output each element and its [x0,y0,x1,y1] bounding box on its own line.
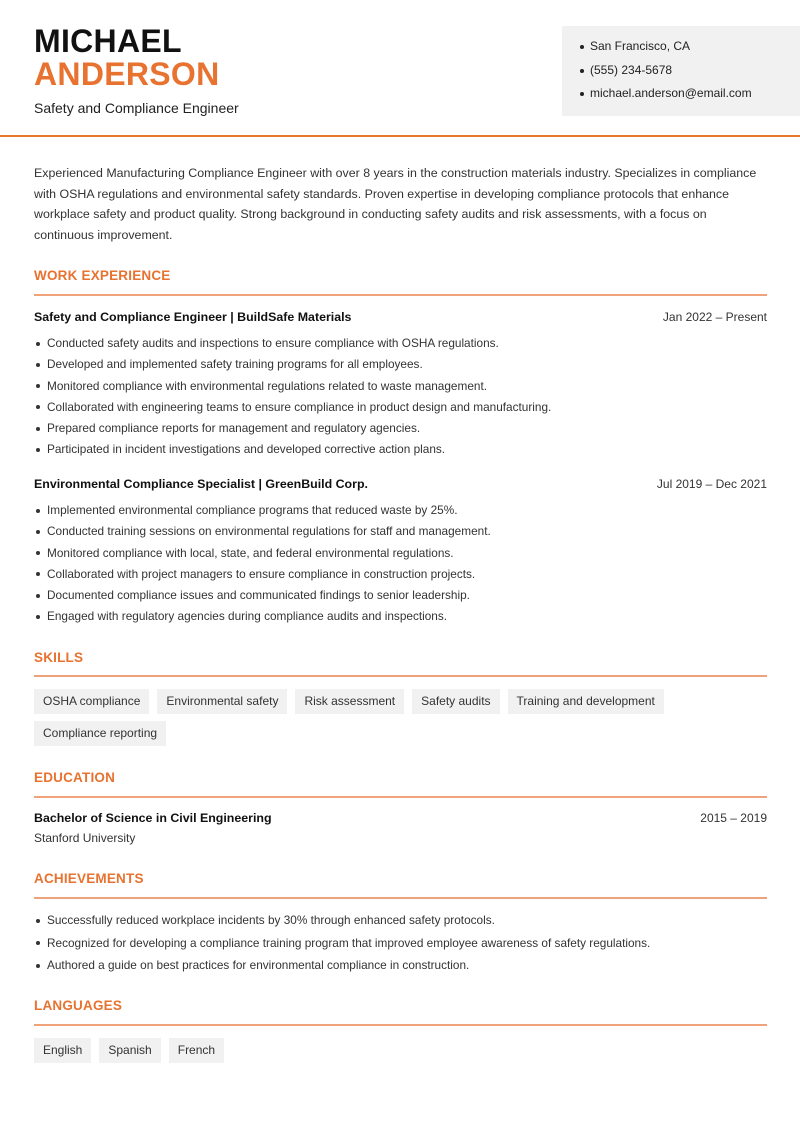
list-item: Successfully reduced workplace incidents by 30% through enhanced safety protocols. [34,912,767,935]
list-item: Monitored compliance with local, state, and federal environmental regulations. [34,545,767,566]
section-divider [34,1024,767,1026]
language-tag: English [34,1038,91,1063]
job-role: Safety and Compliance Engineer | BuildSafe Materials [34,310,352,324]
list-item: Collaborated with engineering teams to ensure compliance in product design and manufacturing. [34,399,767,420]
skills-tags [34,689,774,746]
language-tag: Spanish [99,1038,160,1063]
contact-location: San Francisco, CA [580,38,800,62]
job-dates: Jul 2019 – Dec 2021 [656,477,767,491]
section-title-education: EDUCATION [34,770,116,785]
contact-email[interactable]: michael.anderson@email.com [580,85,800,109]
section-title-work-experience: WORK EXPERIENCE [34,268,171,283]
skill-tag: Risk assessment [295,689,404,714]
education-degree: Bachelor of Science in Civil Engineering [34,811,272,825]
skill-tag: Compliance reporting [34,721,166,746]
resume-header [0,0,800,137]
job-bullet-list [34,502,767,630]
section-title-languages: LANGUAGES [34,998,123,1013]
job-dates: Jan 2022 – Present [662,310,767,324]
list-item: Authored a guide on best practices for environmental compliance in construction. [34,957,767,980]
list-item: Implemented environmental compliance programs that reduced waste by 25%. [34,502,767,523]
section-divider [34,675,767,677]
section-title-skills: SKILLS [34,650,84,665]
education-school: Stanford University [34,831,136,845]
skill-tag: Safety audits [412,689,499,714]
language-tags [34,1038,774,1063]
contact-phone[interactable]: (555) 234-5678 [580,62,800,86]
job-title: Safety and Compliance Engineer [34,100,239,116]
education-dates: 2015 – 2019 [700,811,767,825]
section-divider [34,294,767,296]
achievements-list [34,912,767,980]
list-item: Participated in incident investigations and developed corrective action plans. [34,441,767,462]
contact-box [562,26,800,116]
language-tag: French [169,1038,224,1063]
job-header [34,310,767,328]
skill-tag: Environmental safety [157,689,287,714]
list-item: Monitored compliance with environmental regulations related to waste management. [34,378,767,399]
list-item: Developed and implemented safety training programs for all employees. [34,356,767,377]
list-item: Recognized for developing a compliance training program that improved employee awareness of safety regulations. [34,935,767,958]
section-divider [34,796,767,798]
section-title-achievements: ACHIEVEMENTS [34,871,144,886]
first-name: MICHAEL [34,23,182,59]
skill-tag: OSHA compliance [34,689,149,714]
job-bullet-list [34,335,767,463]
list-item: Conducted training sessions on environmental regulations for staff and management. [34,523,767,544]
list-item: Prepared compliance reports for management and regulatory agencies. [34,420,767,441]
professional-summary: Experienced Manufacturing Compliance Engineer with over 8 years in the construction materials industry. Specializes in compliance with OSHA regulations and environmental safety standards. Proven expertise in developing compliance protocols that enhance workplace safety and product quality. Strong background in conducting safety audits and risk assessments, with a focus on continuous improvement. [34,166,757,243]
list-item: Documented compliance issues and communicated findings to senior leadership. [34,587,767,608]
skill-tag: Training and development [508,689,664,714]
job-header [34,477,767,495]
list-item: Collaborated with project managers to ensure compliance in construction projects. [34,566,767,587]
list-item: Engaged with regulatory agencies during compliance audits and inspections. [34,608,767,629]
last-name: ANDERSON [34,56,220,92]
section-divider [34,897,767,899]
job-role: Environmental Compliance Specialist | GreenBuild Corp. [34,477,368,491]
list-item: Conducted safety audits and inspections to ensure compliance with OSHA regulations. [34,335,767,356]
